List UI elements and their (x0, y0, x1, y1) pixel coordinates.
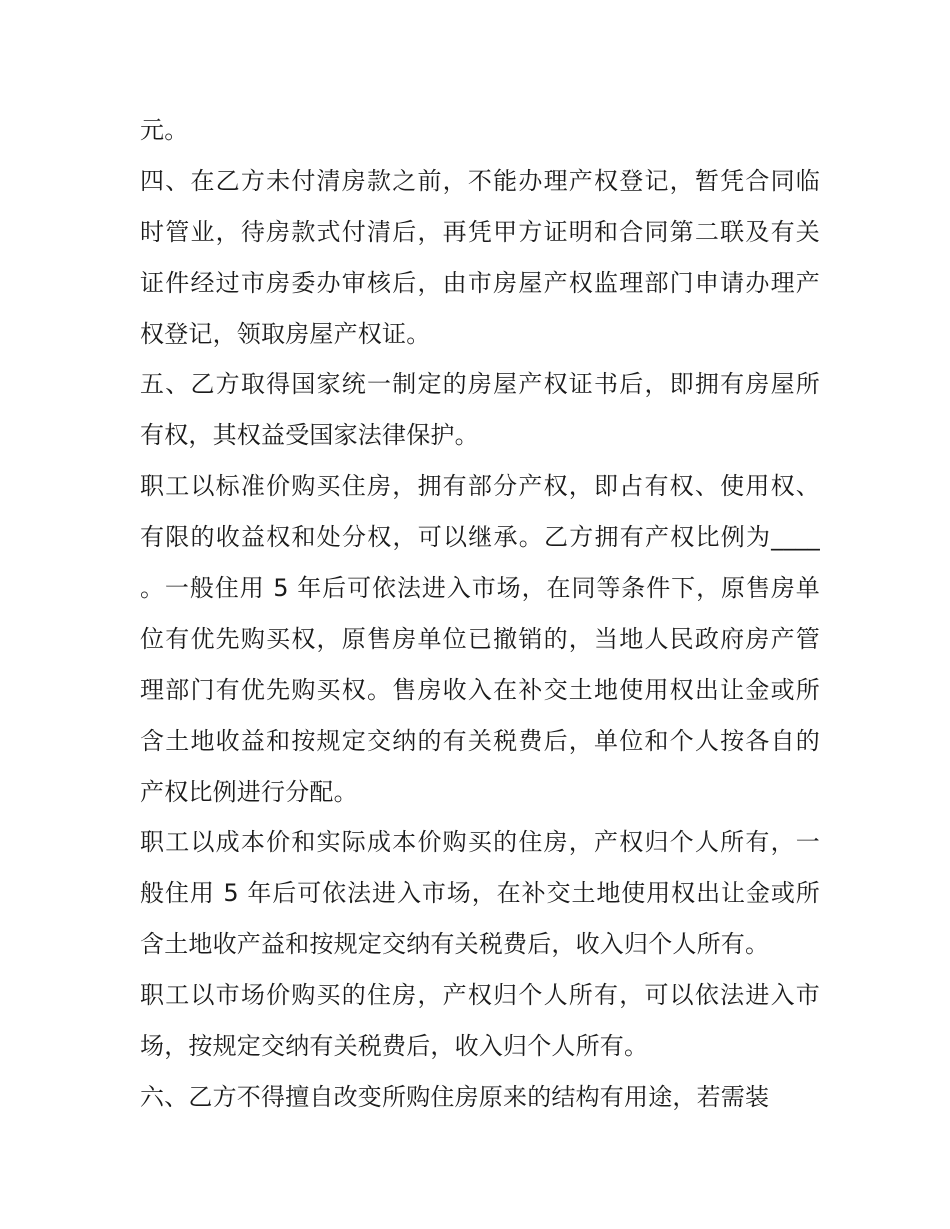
document-line: 含土地收益和按规定交纳的有关税费后，单位和个人按各自的 (140, 726, 820, 755)
document-line: 理部门有优先购买权。售房收入在补交土地使用权出让金或所 (140, 675, 820, 704)
document-line: 般住用 5 年后可依法进入市场，在补交土地使用权出让金或所 (140, 879, 820, 908)
document-line: 五、乙方取得国家统一制定的房屋产权证书后，即拥有房屋所 (140, 370, 820, 399)
document-line: 元。 (140, 116, 189, 144)
document-line: 有权，其权益受国家法律保护。 (140, 421, 479, 450)
document-line: 证件经过市房委办审核后，由市房屋产权监理部门申请办理产 (140, 268, 820, 297)
document-line: 含土地收产益和按规定交纳有关税费后，收入归个人所有。 (140, 930, 770, 959)
document-line: 。一般住用 5 年后可依法进入市场，在同等条件下，原售房单 (140, 574, 820, 603)
document-line: 六、乙方不得擅自改变所购住房原来的结构有用途，若需装 (140, 1082, 770, 1111)
document-line: 职工以成本价和实际成本价购买的住房，产权归个人所有，一 (140, 828, 820, 857)
document-body (140, 105, 820, 1123)
document-line: 场，按规定交纳有关税费后，收入归个人所有。 (140, 1032, 649, 1061)
document-line: 四、在乙方未付清房款之前，不能办理产权登记，暂凭合同临 (140, 166, 820, 195)
document-line: 时管业，待房款式付清后，再凭甲方证明和合同第二联及有关 (140, 217, 820, 246)
document-line: 产权比例进行分配。 (140, 777, 358, 806)
document-line: 职工以标准价购买住房，拥有部分产权，即占有权、使用权、 (140, 472, 820, 501)
document-line: 有限的收益权和处分权，可以继承。乙方拥有产权比例为____ (140, 523, 820, 552)
document-line: 位有优先购买权，原售房单位已撤销的，当地人民政府房产管 (140, 624, 820, 653)
document-line: 权登记，领取房屋产权证。 (140, 319, 431, 348)
document-line: 职工以市场价购买的住房，产权归个人所有，可以依法进入市 (140, 981, 820, 1010)
